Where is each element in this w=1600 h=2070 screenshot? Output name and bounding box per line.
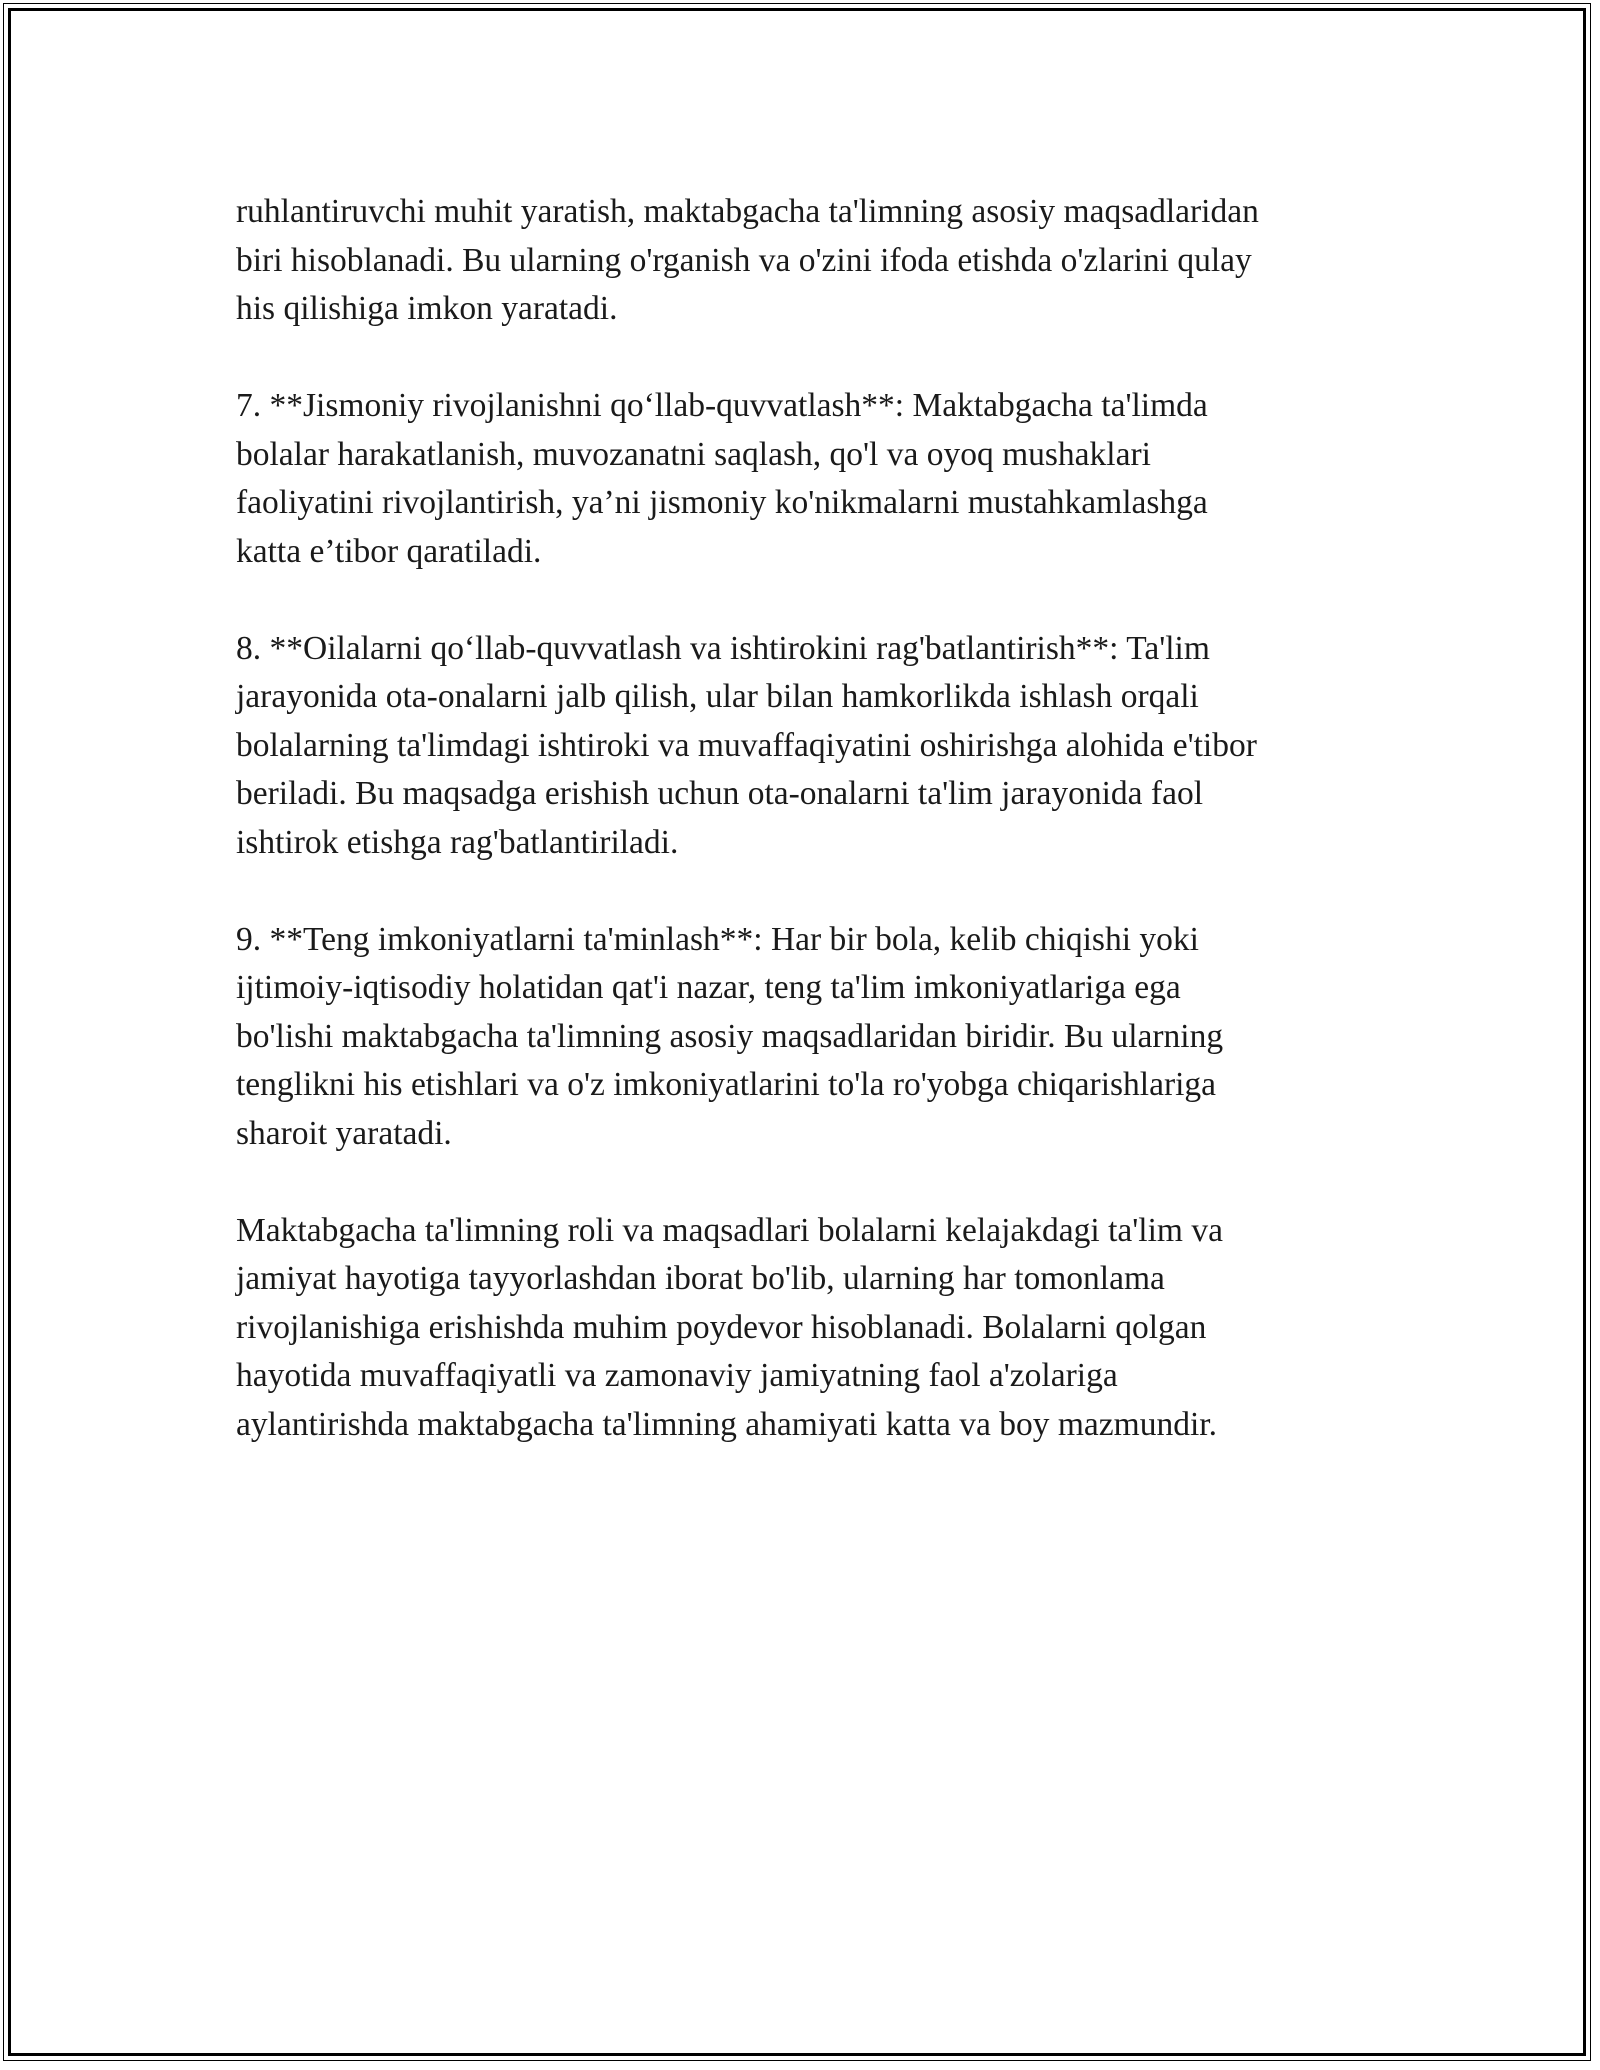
text-line: biri hisoblanadi. Bu ularning o'rganish va o'zini ifoda etishda o'zlarini qulay bbox=[236, 241, 1252, 279]
text-line: ijtimoiy-iqtisodiy holatidan qat'i nazar, teng ta'lim imkoniyatlariga ega bbox=[236, 969, 1181, 1006]
text-line: ruhlantiruvchi muhit yaratish, maktabgacha ta'limning asosiy maqsadlaridan bbox=[236, 193, 1259, 230]
text-line: bolalar harakatlanish, muvozanatni saqlash, qo'l va oyoq mushaklari bbox=[236, 435, 1151, 473]
text-line: 7. **Jismoniy rivojlanishni qo‘llab-quvvatlash**: Maktabgacha ta'limda bbox=[236, 387, 1208, 424]
text-line: hayotida muvaffaqiyatli va zamonaviy jamiyatning faol a'zolariga bbox=[236, 1357, 1118, 1394]
text-line: his qilishiga imkon yaratadi. bbox=[236, 290, 618, 327]
text-line: bo'lishi maktabgacha ta'limning asosiy maqsadlaridan biridir. Bu ularning bbox=[236, 1017, 1224, 1055]
text-line: sharoit yaratadi. bbox=[236, 1114, 452, 1152]
paragraph-item-9 bbox=[236, 916, 1366, 1159]
text-line: tenglikni his etishlari va o'z imkoniyatlarini to'la ro'yobga chiqarishlariga bbox=[236, 1066, 1217, 1103]
text-line: 9. **Teng imkoniyatlarni ta'minlash**: Har bir bola, kelib chiqishi yoki bbox=[236, 920, 1199, 958]
text-line: jamiyat hayotiga tayyorlashdan iborat bo'lib, ularning har tomonlama bbox=[236, 1260, 1165, 1297]
paragraph-item-8 bbox=[236, 625, 1366, 868]
paragraph-intro-continuation bbox=[236, 188, 1366, 334]
document-body bbox=[236, 188, 1366, 1498]
paragraph-conclusion bbox=[236, 1207, 1366, 1450]
text-line: 8. **Oilalarni qo‘llab-quvvatlash va ishtirokini rag'batlantirish**: Ta'lim bbox=[236, 629, 1210, 667]
text-line: jarayonida ota-onalarni jalb qilish, ular bilan hamkorlikda ishlash orqali bbox=[236, 678, 1199, 715]
text-line: beriladi. Bu maqsadga erishish uchun ota-onalarni ta'lim jarayonida faol bbox=[236, 775, 1204, 812]
paragraph-item-7 bbox=[236, 382, 1366, 576]
text-line: aylantirishda maktabgacha ta'limning ahamiyati katta va boy mazmundir. bbox=[236, 1405, 1217, 1443]
text-line: katta e’tibor qaratiladi. bbox=[236, 532, 542, 570]
text-line: Maktabgacha ta'limning roli va maqsadlari bolalarni kelajakdagi ta'lim va bbox=[236, 1211, 1223, 1249]
text-line: rivojlanishiga erishishda muhim poydevor hisoblanadi. Bolalarni qolgan bbox=[236, 1308, 1207, 1346]
text-line: ishtirok etishga rag'batlantiriladi. bbox=[236, 823, 679, 861]
text-line: bolalarning ta'limdagi ishtiroki va muvaffaqiyatini oshirishga alohida e'tibor bbox=[236, 726, 1257, 764]
text-line: faoliyatini rivojlantirish, ya’ni jismoniy ko'nikmalarni mustahkamlashga bbox=[236, 484, 1208, 521]
